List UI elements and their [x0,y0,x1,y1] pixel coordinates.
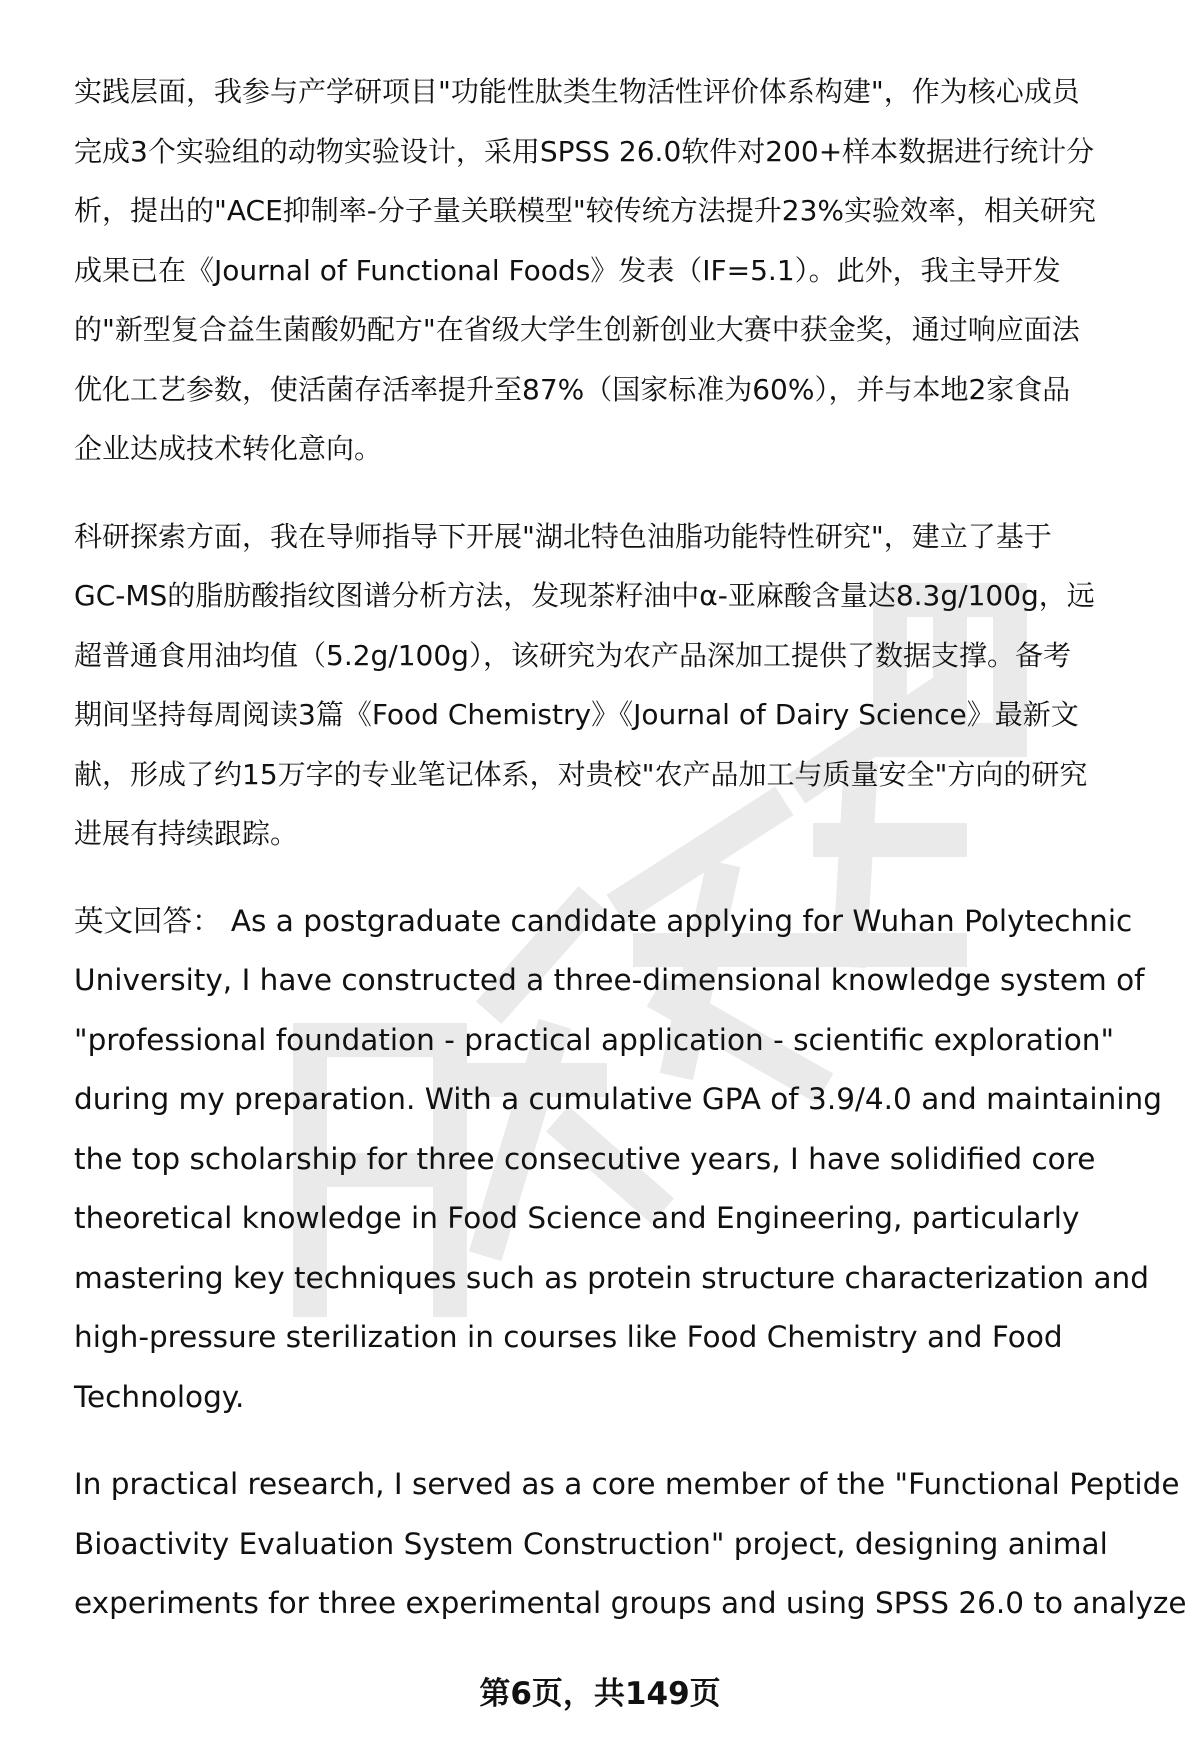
text-line: 企业达成技术转化意向。 [74,432,383,465]
text-line: during my preparation. With a cumulative GPA of 3.9/4.0 and maintaining [74,1082,1162,1116]
paragraph-english-practical [74,1455,1187,1634]
document-page [74,62,1187,1662]
text-line: 实践层面，我参与产学研项目"功能性肽类生物活性评价体系构建"，作为核心成员 [74,75,1080,108]
text-line: 超普通食用油均值（5.2g/100g），该研究为农产品深加工提供了数据支撑。备考 [74,638,1071,672]
text-line: 进展有持续跟踪。 [74,817,299,850]
text-line: Technology. [74,1379,245,1414]
paragraph-english-answer [74,892,1162,1428]
paragraph-practice [74,62,1144,479]
text-line: In practical research, I served as a core member of the "Functional Peptide [74,1467,1180,1501]
text-line: 期间坚持每周阅读3篇《Food Chemistry》《Journal of Dairy Science》最新文 [74,698,1079,731]
paragraph-research [74,507,1144,864]
text-line: the top scholarship for three consecutive years, I have solidified core [74,1141,1096,1176]
text-line: 析，提出的"ACE抑制率-分子量关联模型"较传统方法提升23%实验效率，相关研究 [74,194,1097,227]
text-line: experiments for three experimental groups and using SPSS 26.0 to analyze [74,1586,1187,1620]
text-line: Bioactivity Evaluation System Construction" project, designing animal [74,1526,1108,1561]
text-line: theoretical knowledge in Food Science and Engineering, particularly [74,1201,1080,1235]
text-line: 优化工艺参数，使活菌存活率提升至87%（国家标准为60%），并与本地2家食品 [74,372,1071,406]
text-line: mastering key techniques such as protein structure characterization and [74,1260,1149,1295]
text-line: GC-MS的脂肪酸指纹图谱分析方法，发现茶籽油中α-亚麻酸含量达8.3g/100g，远 [74,579,1095,612]
text-line: 科研探索方面，我在导师指导下开展"湖北特色油脂功能特性研究"，建立了基于 [74,519,1052,553]
text-line: 成果已在《Journal of Functional Foods》发表（IF=5.1）。此外，我主导开发 [74,253,1061,287]
text-line: "professional foundation - practical application - scientific exploration" [74,1022,1115,1057]
text-line: 完成3个实验组的动物实验设计，采用SPSS 26.0软件对200+样本数据进行统计分 [74,134,1095,168]
text-line: 英文回答： As a postgraduate candidate applying for Wuhan Polytechnic [74,903,1133,938]
text-line: 献，形成了约15万字的专业笔记体系，对贵校"农产品加工与质量安全"方向的研究 [74,757,1088,791]
text-line: high-pressure sterilization in courses like Food Chemistry and Food [74,1320,1063,1354]
page-number: 第6页，共149页 [479,1676,721,1712]
text-line: University, I have constructed a three-dimensional knowledge system of [74,963,1145,997]
text-line: 的"新型复合益生菌酸奶配方"在省级大学生创新创业大赛中获金奖，通过响应面法 [74,313,1080,346]
